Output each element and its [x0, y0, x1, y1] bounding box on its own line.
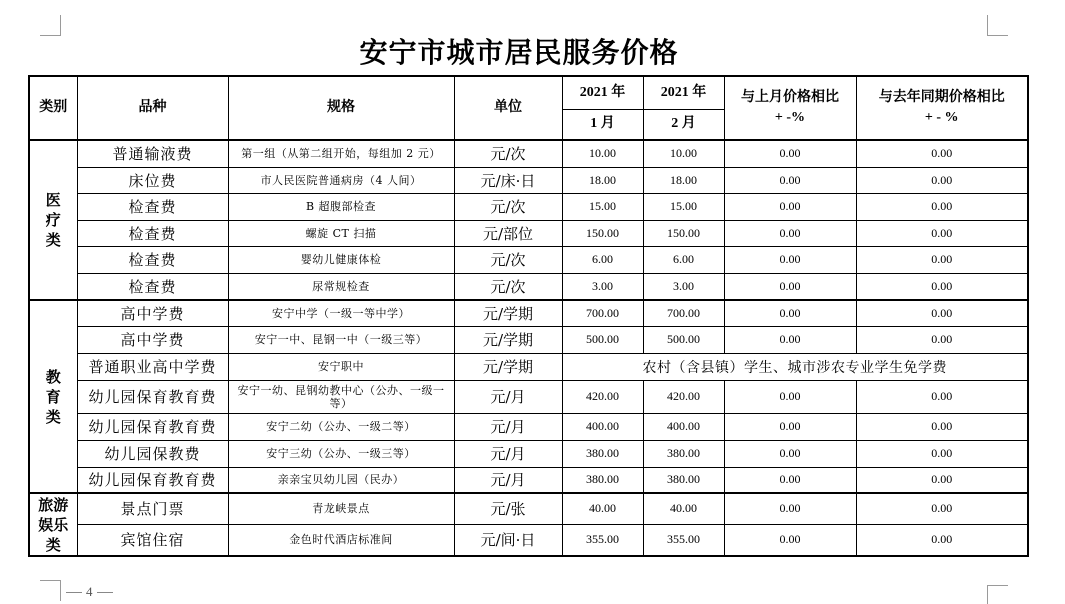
yoy-change-cell: 0.00 — [856, 380, 1028, 413]
spec-cell: B 超腹部检查 — [228, 193, 454, 220]
table-row — [29, 246, 1028, 273]
unit-cell: 元/次 — [454, 273, 562, 300]
price-jan-cell: 15.00 — [562, 193, 643, 220]
mom-change-cell: 0.00 — [724, 467, 856, 493]
item-cell: 床位费 — [77, 167, 228, 193]
mom-change-cell: 0.00 — [724, 140, 856, 167]
category-label-line: 育 — [45, 387, 61, 406]
price-feb-cell: 355.00 — [643, 524, 724, 556]
crop-mark-top-right — [987, 15, 1008, 36]
yoy-change-cell: 0.00 — [856, 167, 1028, 193]
spec-cell: 安宁职中 — [228, 353, 454, 380]
table-row — [29, 440, 1028, 467]
header-mom-unit: + -% — [774, 110, 806, 125]
mom-change-cell: 0.00 — [724, 413, 856, 440]
mom-change-cell: 0.00 — [724, 326, 856, 353]
item-cell: 景点门票 — [77, 493, 228, 524]
spec-cell: 尿常规检查 — [228, 273, 454, 300]
mom-change-cell: 0.00 — [724, 300, 856, 326]
spec-cell: 金色时代酒店标准间 — [228, 524, 454, 556]
crop-mark-bottom-left — [40, 580, 61, 601]
page-number: 4 — [86, 584, 93, 599]
category-label-line: 类 — [45, 231, 61, 249]
table-row — [29, 524, 1028, 556]
spec-cell: 安宁三幼（公办、一级三等） — [228, 440, 454, 467]
mom-change-cell: 0.00 — [724, 193, 856, 220]
mom-change-cell: 0.00 — [724, 380, 856, 413]
mom-change-cell: 0.00 — [724, 524, 856, 556]
yoy-change-cell: 0.00 — [856, 326, 1028, 353]
spec-cell: 第一组（从第二组开始，每组加 2 元） — [228, 140, 454, 167]
yoy-change-cell: 0.00 — [856, 413, 1028, 440]
crop-mark-top-left — [40, 15, 61, 36]
unit-cell: 元/间·日 — [454, 524, 562, 556]
category-cell — [29, 140, 77, 300]
price-jan-cell: 150.00 — [562, 220, 643, 246]
mom-change-cell: 0.00 — [724, 220, 856, 246]
item-cell: 幼儿园保育教育费 — [77, 380, 228, 413]
header-item: 品种 — [77, 76, 228, 140]
item-cell: 普通输液费 — [77, 140, 228, 167]
header-month-jan: 1 月 — [562, 109, 643, 140]
table-row — [29, 273, 1028, 300]
spec-cell: 安宁中学（一级一等中学） — [228, 300, 454, 326]
yoy-change-cell: 0.00 — [856, 140, 1028, 167]
unit-cell: 元/月 — [454, 380, 562, 413]
yoy-change-cell: 0.00 — [856, 300, 1028, 326]
item-cell: 检查费 — [77, 220, 228, 246]
footer-dash — [97, 592, 113, 593]
yoy-change-cell: 0.00 — [856, 524, 1028, 556]
item-cell: 检查费 — [77, 246, 228, 273]
spec-cell: 亲亲宝贝幼儿园（民办） — [228, 467, 454, 493]
price-jan-cell: 3.00 — [562, 273, 643, 300]
item-cell: 幼儿园保教费 — [77, 440, 228, 467]
price-feb-cell: 700.00 — [643, 300, 724, 326]
mom-change-cell: 0.00 — [724, 440, 856, 467]
category-label-line: 娱乐 — [38, 515, 69, 534]
price-jan-cell: 700.00 — [562, 300, 643, 326]
price-feb-cell: 15.00 — [643, 193, 724, 220]
unit-cell: 元/学期 — [454, 353, 562, 380]
crop-mark-bottom-right — [987, 585, 1008, 604]
item-cell: 普通职业高中学费 — [77, 353, 228, 380]
price-jan-cell: 420.00 — [562, 380, 643, 413]
table-body — [29, 140, 1028, 556]
unit-cell: 元/月 — [454, 413, 562, 440]
unit-cell: 元/月 — [454, 440, 562, 467]
price-feb-cell: 18.00 — [643, 167, 724, 193]
price-jan-cell: 40.00 — [562, 493, 643, 524]
unit-cell: 元/部位 — [454, 220, 562, 246]
category-cell — [29, 300, 77, 493]
price-feb-cell: 40.00 — [643, 493, 724, 524]
table-row — [29, 380, 1028, 413]
table-header — [29, 76, 1028, 140]
table-row — [29, 493, 1028, 524]
spec-cell: 安宁一中、昆钢一中（一级三等） — [228, 326, 454, 353]
header-yoy-label: 与去年同期价格相比 — [878, 90, 1005, 105]
yoy-change-cell: 0.00 — [856, 220, 1028, 246]
price-feb-cell: 380.00 — [643, 440, 724, 467]
yoy-change-cell: 0.00 — [856, 440, 1028, 467]
item-cell: 宾馆住宿 — [77, 524, 228, 556]
spec-cell: 市人民医院普通病房（4 人间） — [228, 167, 454, 193]
table-row — [29, 193, 1028, 220]
category-cell — [29, 493, 77, 556]
yoy-change-cell: 0.00 — [856, 246, 1028, 273]
mom-change-cell: 0.00 — [724, 273, 856, 300]
header-year-jan: 2021 年 — [562, 76, 643, 109]
price-table — [28, 75, 1029, 557]
spec-cell: 婴幼儿健康体检 — [228, 246, 454, 273]
header-row — [29, 76, 1028, 109]
price-feb-cell: 150.00 — [643, 220, 724, 246]
unit-cell: 元/床·日 — [454, 167, 562, 193]
price-jan-cell: 10.00 — [562, 140, 643, 167]
table-row — [29, 467, 1028, 493]
spec-cell: 螺旋 CT 扫描 — [228, 220, 454, 246]
price-feb-cell: 500.00 — [643, 326, 724, 353]
category-label-line: 旅游 — [38, 495, 69, 514]
table-row — [29, 413, 1028, 440]
category-label-line: 类 — [45, 407, 61, 426]
spec-cell: 安宁一幼、昆钢幼教中心（公办、一级一等） — [228, 380, 454, 413]
unit-cell: 元/学期 — [454, 326, 562, 353]
price-jan-cell: 380.00 — [562, 440, 643, 467]
spec-cell: 安宁二幼（公办、一级二等） — [228, 413, 454, 440]
document-title: 安宁市城市居民服务价格 — [359, 38, 679, 69]
category-label-line: 教 — [45, 367, 61, 386]
header-month-over-month — [724, 76, 856, 140]
unit-cell: 元/月 — [454, 467, 562, 493]
unit-cell: 元/张 — [454, 493, 562, 524]
header-mom-label: 与上月价格相比 — [741, 90, 839, 105]
header-spec: 规格 — [228, 76, 454, 140]
table-row — [29, 300, 1028, 326]
note-cell: 农村（含县镇）学生、城市涉农专业学生免学费 — [562, 353, 1028, 380]
price-feb-cell: 380.00 — [643, 467, 724, 493]
header-yoy-unit: + - % — [924, 110, 959, 125]
table-row — [29, 140, 1028, 167]
price-jan-cell: 500.00 — [562, 326, 643, 353]
mom-change-cell: 0.00 — [724, 493, 856, 524]
header-unit: 单位 — [454, 76, 562, 140]
header-month-feb: 2 月 — [643, 109, 724, 140]
yoy-change-cell: 0.00 — [856, 193, 1028, 220]
category-label-line: 类 — [45, 535, 61, 554]
spec-cell: 青龙峡景点 — [228, 493, 454, 524]
price-feb-cell: 420.00 — [643, 380, 724, 413]
category-label-line: 疗 — [45, 211, 61, 229]
item-cell: 检查费 — [77, 193, 228, 220]
footer-dash — [66, 592, 82, 593]
table-row — [29, 353, 1028, 380]
price-jan-cell: 18.00 — [562, 167, 643, 193]
category-label-line: 医 — [45, 191, 61, 209]
item-cell: 高中学费 — [77, 326, 228, 353]
price-feb-cell: 400.00 — [643, 413, 724, 440]
item-cell: 幼儿园保育教育费 — [77, 413, 228, 440]
mom-change-cell: 0.00 — [724, 246, 856, 273]
price-jan-cell: 400.00 — [562, 413, 643, 440]
price-jan-cell: 6.00 — [562, 246, 643, 273]
yoy-change-cell: 0.00 — [856, 493, 1028, 524]
price-feb-cell: 6.00 — [643, 246, 724, 273]
header-year-over-year — [856, 76, 1028, 140]
unit-cell: 元/次 — [454, 193, 562, 220]
price-feb-cell: 10.00 — [643, 140, 724, 167]
table-row — [29, 220, 1028, 246]
price-feb-cell: 3.00 — [643, 273, 724, 300]
unit-cell: 元/学期 — [454, 300, 562, 326]
unit-cell: 元/次 — [454, 140, 562, 167]
mom-change-cell: 0.00 — [724, 167, 856, 193]
item-cell: 幼儿园保育教育费 — [77, 467, 228, 493]
table-row — [29, 167, 1028, 193]
unit-cell: 元/次 — [454, 246, 562, 273]
page-footer — [62, 584, 117, 600]
header-year-feb: 2021 年 — [643, 76, 724, 109]
item-cell: 检查费 — [77, 273, 228, 300]
price-jan-cell: 355.00 — [562, 524, 643, 556]
yoy-change-cell: 0.00 — [856, 467, 1028, 493]
item-cell: 高中学费 — [77, 300, 228, 326]
table-row — [29, 326, 1028, 353]
header-category: 类别 — [29, 76, 77, 140]
price-jan-cell: 380.00 — [562, 467, 643, 493]
yoy-change-cell: 0.00 — [856, 273, 1028, 300]
